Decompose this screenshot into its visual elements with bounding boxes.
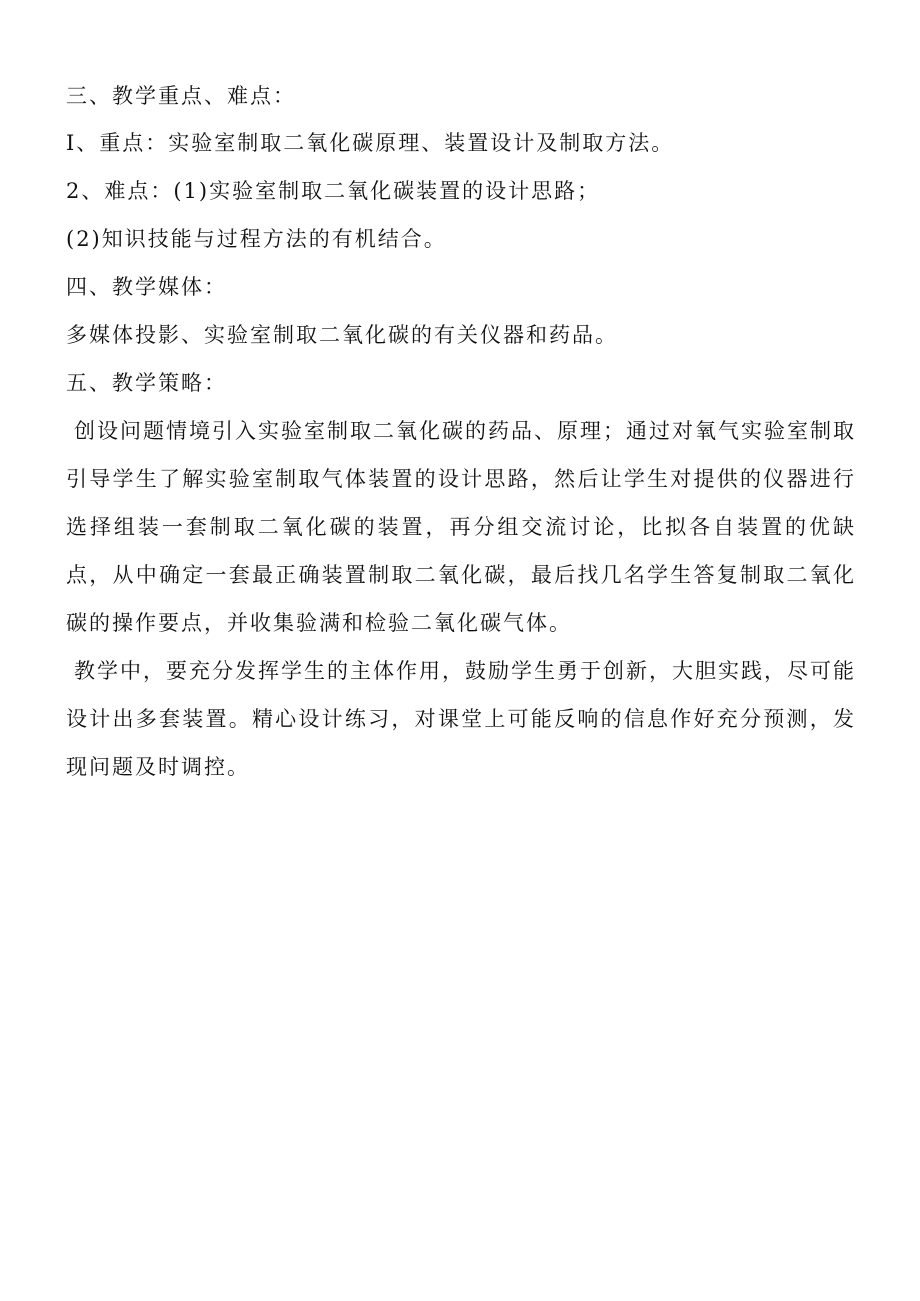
media-line: 多媒体投影、实验室制取二氧化碳的有关仪器和药品。 — [66, 323, 618, 347]
section-heading-teaching-focus: 三、教学重点、难点： — [66, 84, 296, 108]
strategy-paragraph-1: 创设问题情境引入实验室制取二氧化碳的药品、原理；通过对氧气实验室制取引导学生了解实验室制取气体装置的设计思路，然后让学生对提供的仪器进行选择组装一套制取二氧化碳的装置，再分组交流讨论，比拟各自装置的优缺点，从中确定一套最正确装置制取二氧化碳，最后找几名学生答复制取二氧化碳的操作要点，并收集验满和检验二氧化碳气体。 — [66, 419, 856, 635]
strategy-paragraph-2: 教学中，要充分发挥学生的主体作用，鼓励学生勇于创新，大胆实践，尽可能设计出多套装置。精心设计练习，对课堂上可能反响的信息作好充分预测，发现问题及时调控。 — [66, 659, 856, 779]
section-heading-teaching-media: 四、教学媒体： — [66, 275, 227, 299]
key-point-line: I、重点：实验室制取二氧化碳原理、装置设计及制取方法。 — [66, 131, 675, 155]
difficulty-line-2: (2)知识技能与过程方法的有机结合。 — [66, 227, 447, 251]
section-heading-teaching-strategy: 五、教学策略： — [66, 371, 227, 395]
difficulty-line-1: 2、难点：(1)实验室制取二氧化碳装置的设计思路； — [66, 179, 601, 203]
